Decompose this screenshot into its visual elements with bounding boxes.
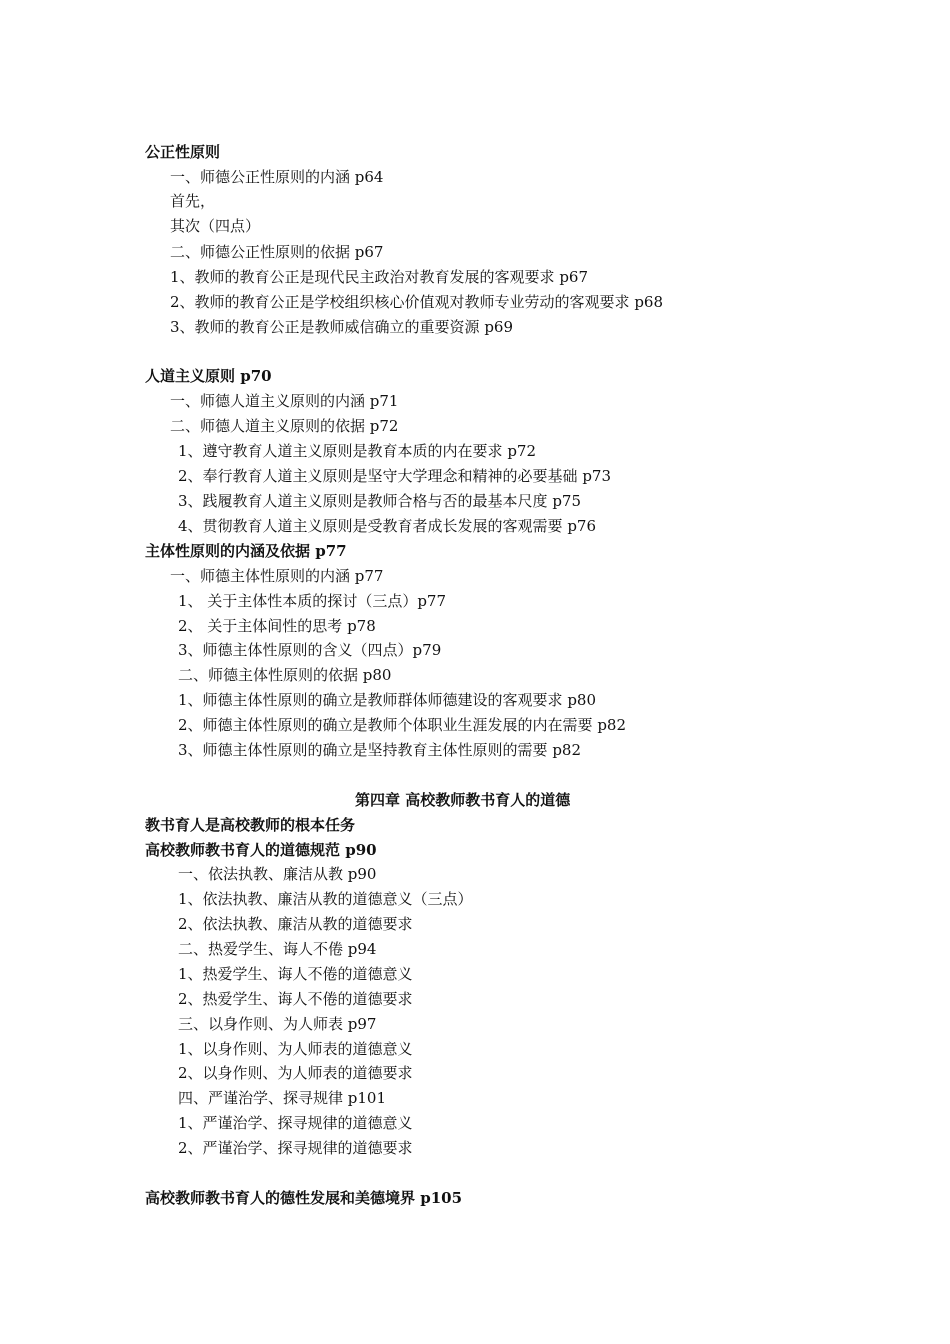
outline-item: 2、奉行教育人道主义原则是坚守大学理念和精神的必要基础 p73 bbox=[178, 467, 612, 485]
outline-item: 1、依法执教、廉洁从教的道德意义（三点） bbox=[178, 890, 473, 908]
outline-item: 二、师德公正性原则的依据 p67 bbox=[170, 243, 384, 261]
outline-item: 二、热爱学生、诲人不倦 p94 bbox=[178, 940, 377, 958]
section-heading: 高校教师教书育人的德性发展和美德境界 p105 bbox=[145, 1189, 463, 1207]
outline-item: 2、以身作则、为人师表的道德要求 bbox=[178, 1064, 413, 1082]
outline-item: 一、师德主体性原则的内涵 p77 bbox=[170, 567, 384, 585]
outline-item: 2、 关于主体间性的思考 p78 bbox=[178, 617, 376, 635]
outline-item: 1、热爱学生、诲人不倦的道德意义 bbox=[178, 965, 413, 983]
outline-item: 4、贯彻教育人道主义原则是受教育者成长发展的客观需要 p76 bbox=[178, 517, 597, 535]
section-heading: 教书育人是高校教师的根本任务 bbox=[145, 816, 356, 834]
outline-item: 2、热爱学生、诲人不倦的道德要求 bbox=[178, 990, 413, 1008]
outline-item: 3、践履教育人道主义原则是教师合格与否的最基本尺度 p75 bbox=[178, 492, 582, 510]
outline-item: 一、师德公正性原则的内涵 p64 bbox=[170, 168, 384, 186]
section-heading: 人道主义原则 p70 bbox=[145, 367, 272, 385]
outline-item: 1、严谨治学、探寻规律的道德意义 bbox=[178, 1114, 413, 1132]
chapter-title: 第四章 高校教师教书育人的道德 bbox=[355, 791, 571, 809]
section-heading: 公正性原则 bbox=[145, 143, 221, 161]
outline-item: 2、严谨治学、探寻规律的道德要求 bbox=[178, 1139, 413, 1157]
section-heading: 主体性原则的内涵及依据 p77 bbox=[145, 542, 347, 560]
outline-item: 首先， bbox=[170, 192, 216, 210]
outline-item: 1、师德主体性原则的确立是教师群体师德建设的客观要求 p80 bbox=[178, 691, 597, 709]
outline-item: 1、遵守教育人道主义原则是教育本质的内在要求 p72 bbox=[178, 442, 537, 460]
outline-item: 2、教师的教育公正是学校组织核心价值观对教师专业劳动的客观要求 p68 bbox=[170, 293, 664, 311]
section-heading: 高校教师教书育人的道德规范 p90 bbox=[145, 841, 377, 859]
outline-item: 2、依法执教、廉洁从教的道德要求 bbox=[178, 915, 413, 933]
outline-item: 1、教师的教育公正是现代民主政治对教育发展的客观要求 p67 bbox=[170, 268, 589, 286]
outline-item: 一、依法执教、廉洁从教 p90 bbox=[178, 865, 377, 883]
outline-item: 四、严谨治学、探寻规律 p101 bbox=[178, 1089, 387, 1107]
outline-item: 1、以身作则、为人师表的道德意义 bbox=[178, 1040, 413, 1058]
outline-item: 其次（四点） bbox=[170, 217, 261, 235]
outline-item: 2、师德主体性原则的确立是教师个体职业生涯发展的内在需要 p82 bbox=[178, 716, 627, 734]
outline-item: 三、以身作则、为人师表 p97 bbox=[178, 1015, 377, 1033]
outline-item: 一、师德人道主义原则的内涵 p71 bbox=[170, 392, 399, 410]
outline-item: 1、 关于主体性本质的探讨（三点）p77 bbox=[178, 592, 447, 610]
outline-item: 二、师德主体性原则的依据 p80 bbox=[178, 666, 392, 684]
outline-item: 3、师德主体性原则的含义（四点）p79 bbox=[178, 641, 442, 659]
outline-item: 3、教师的教育公正是教师威信确立的重要资源 p69 bbox=[170, 318, 514, 336]
outline-item: 3、师德主体性原则的确立是坚持教育主体性原则的需要 p82 bbox=[178, 741, 582, 759]
outline-item: 二、师德人道主义原则的依据 p72 bbox=[170, 417, 399, 435]
